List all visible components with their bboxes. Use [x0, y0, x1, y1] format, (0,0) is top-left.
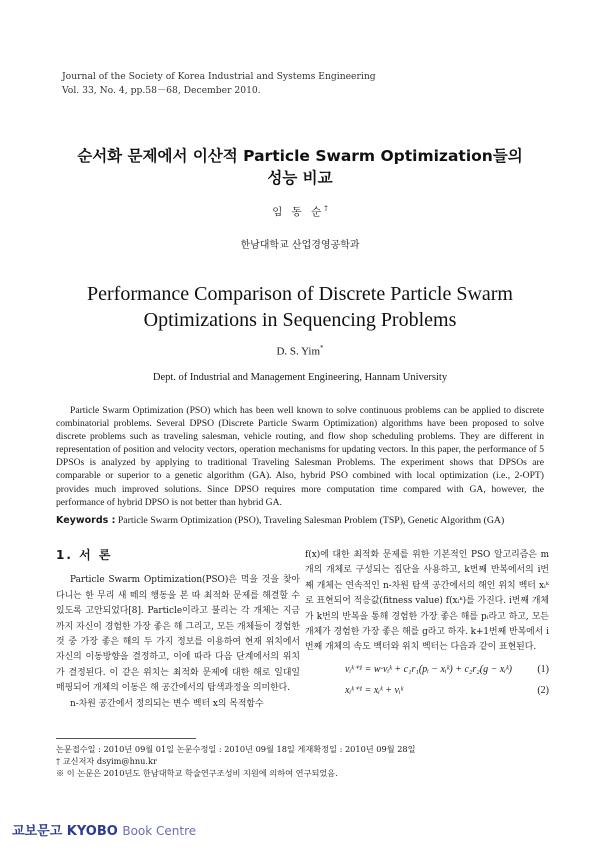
footnote-divider [56, 738, 196, 739]
journal-volume: Vol. 33, No. 4, pp.58－68, December 2010. [62, 84, 261, 96]
keywords [56, 515, 544, 526]
footnote-funding: ※ 이 논문은 2010년도 한남대학교 학술연구조성비 지원에 의하여 연구되었음. [56, 768, 338, 778]
equation-2: xᵢᵏ⁺¹ = xᵢᵏ + vᵢᵏ (2) [345, 685, 549, 697]
english-title: Performance Comparison of Discrete Particle Swarm Optimizations in Sequencing Problems [87, 283, 513, 331]
corresponding-mark: † [324, 204, 328, 213]
keywords-text: Particle Swarm Optimization (PSO), Traveling Salesman Problem (TSP), Genetic Algorithm (GA) [117, 515, 505, 526]
english-affiliation: Dept. of Industrial and Management Engineering, Hannam University [152, 372, 448, 383]
keywords-label: Keywords : [56, 515, 116, 526]
kyobo-logo: 교보문고 KYOBO Book Centre [12, 824, 197, 839]
abstract: Particle Swarm Optimization (PSO) which has been well known to solve continuous problems can be applied to discrete combinatorial problems. Several DPSO (Discrete Particle Swarm Optimization) algorithms have been proposed to solve discrete problems such as traveling salesman, vehicle routing, and flow shop scheduling problems. They are different in representation of position and velocity vectors, operation mechanisms for updating vectors. In this paper, the performance of 5 DPSOs is analyzed by applying to traditional Traveling Salesman Problems. The experiment shows that DPSOs are comparable or superior to a genetic algorithm (GA). Also, hybrid PSO combined with local optimization (i.e., 2-OPT) provides much improved solutions. Since DPSO requires more computation time compared with GA, however, the performance of hybrid DPSO is not better than hybrid GA. [56, 405, 544, 508]
footnotes [56, 743, 416, 779]
left-column [56, 548, 300, 712]
korean-author: 임 동 순† [272, 204, 328, 218]
intro-paragraph: Particle Swarm Optimization(PSO)은 먹을 것을 찾아 다니는 한 무리 새 떼의 행동을 본 따 최적화 문제를 해결할 수 있도록 고안되었다[8]. Particle이라고 불리는 각 개체는 지금까지 자신이 경험한 가장 좋은 해 그리고, 모든 개체들이 경험한 것 중 가장 좋은 해의 두 가지 정보를 이용하여 현재 위치에서 자신의 이동방향을 결정하고, 이에 따라 다음 단계에서의 위치가 결정된다. 이 같은 위치는 최적화 문제에 대한 해로 일대일 매핑되어 개체의 이동은 해 공간에서의 탐색과정을 의미한다. [56, 575, 300, 694]
english-author: D. S. Yim* [276, 344, 324, 358]
right-column [305, 548, 549, 699]
korean-affiliation: 한남대학교 산업경영공학과 [240, 240, 360, 251]
intro-paragraph-2: n-차원 공간에서 정의되는 변수 벡터 x의 목적함수 [70, 698, 264, 709]
footnote-dates: 논문접수일 : 2010년 09월 01일 논문수정일 : 2010년 09월 18일 게재확정일 : 2010년 09월 28일 [56, 744, 416, 754]
journal-name: Journal of the Society of Korea Industrial and Systems Engineering [62, 71, 376, 82]
equation-1: vᵢᵏ⁺¹ = w·vᵢᵏ + c₁r₁(pᵢ − xᵢᵏ) + c₂r₂(g − xᵢᵏ) (1) [345, 663, 549, 675]
footnote-contact: † 교신저자 dsyim@hnu.kr [56, 756, 157, 766]
korean-title: 순서화 문제에서 이산적 Particle Swarm Optimization들의 성능 비교 [77, 147, 523, 187]
section-heading: 1. 서 론 [56, 548, 113, 562]
right-paragraph: f(x)에 대한 최적화 문제를 위한 기본적인 PSO 알고리즘은 m개의 개체로 구성되는 집단을 사용하고, k번째 반복에서의 i번째 개체는 연속적인 n-차원 탐색 공간에서의 해인 위치 벡터 xᵢᵏ로 표현되어 적응값(fitness value) f(xᵢᵏ)를 가진다. i번째 개체가 k번의 반복을 통해 경험한 가장 좋은 해를 pᵢ라고 하고, 모든 개체가 경험한 가장 좋은 해를 g라고 하자. k+1번째 반복에서 i번째 개체의 속도 벡터와 위치 벡터는 다음과 같이 표현된다. [305, 550, 549, 653]
journal-header [62, 70, 376, 97]
